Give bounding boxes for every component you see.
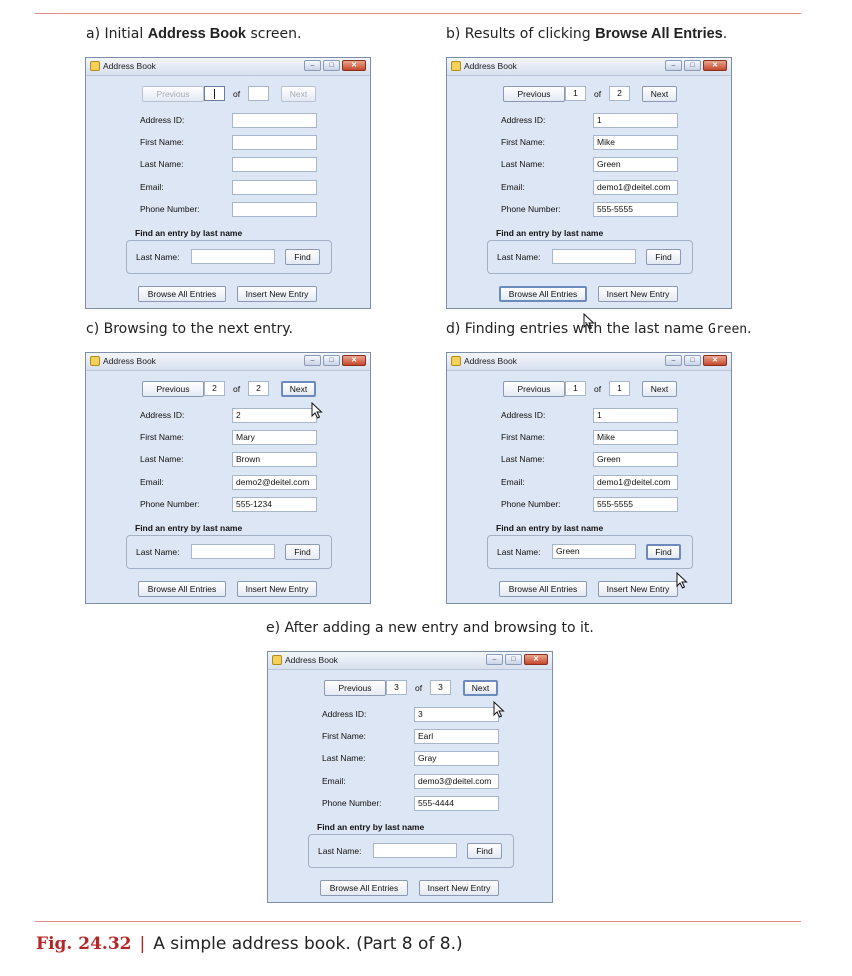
insert-new-entry-button[interactable]: Insert New Entry (598, 581, 678, 597)
caption-prefix: d) Finding entries with the last name (446, 321, 708, 337)
address-book-window (446, 57, 732, 309)
phone-number-label: Phone Number: (322, 798, 382, 808)
find-last-name-label: Last Name: (497, 547, 541, 557)
phone-number-field[interactable]: 555-5555 (593, 202, 678, 217)
of-label: of (233, 384, 241, 394)
java-cup-icon (451, 61, 461, 71)
window-title: Address Book (285, 655, 338, 665)
current-index-field[interactable] (565, 381, 586, 396)
browse-all-entries-button[interactable]: Browse All Entries (138, 581, 226, 597)
total-count-field (248, 381, 269, 396)
insert-new-entry-button[interactable]: Insert New Entry (237, 286, 317, 302)
phone-number-label: Phone Number: (501, 204, 561, 214)
find-last-name-input[interactable] (552, 249, 636, 264)
current-index-field[interactable] (565, 86, 586, 101)
figure-text: A simple address book. (Part 8 of 8.) (153, 934, 463, 954)
next-button[interactable]: Next (281, 381, 316, 397)
close-icon[interactable]: ✕ (703, 60, 727, 71)
address-id-field[interactable]: 2 (232, 408, 317, 423)
total-count-field (248, 86, 269, 101)
last-name-field[interactable]: Green (593, 157, 678, 172)
address-id-label: Address ID: (501, 115, 546, 125)
find-button[interactable]: Find (285, 544, 320, 560)
phone-number-field[interactable]: 555-1234 (232, 497, 317, 512)
minimize-icon[interactable]: – (304, 60, 321, 71)
address-id-field[interactable]: 1 (593, 408, 678, 423)
minimize-icon[interactable]: – (665, 60, 682, 71)
window-title: Address Book (103, 356, 156, 366)
caption-bold: Browse All Entries (595, 26, 723, 42)
address-id-label: Address ID: (140, 115, 185, 125)
window-title: Address Book (464, 356, 517, 366)
first-name-field[interactable]: Mary (232, 430, 317, 445)
total-count-value: 3 (438, 682, 443, 692)
maximize-icon[interactable]: □ (684, 355, 701, 366)
caption-prefix: e) After adding a new entry and browsing to it. (266, 620, 594, 636)
top-rule (35, 13, 801, 14)
of-label: of (415, 683, 423, 693)
minimize-icon[interactable]: – (665, 355, 682, 366)
first-name-label: First Name: (140, 432, 184, 442)
browse-all-entries-button[interactable]: Browse All Entries (499, 581, 587, 597)
find-last-name-label: Last Name: (497, 252, 541, 262)
caption-code: Green (708, 322, 748, 337)
window-controls (665, 355, 727, 367)
caption-prefix: c) Browsing to the next entry. (86, 321, 293, 337)
caption-suffix: screen. (246, 26, 302, 42)
phone-number-label: Phone Number: (140, 204, 200, 214)
current-index-value: 1 (573, 88, 578, 98)
previous-button[interactable]: Previous (324, 680, 386, 696)
of-label: of (594, 384, 602, 394)
last-name-field[interactable] (232, 157, 317, 172)
total-count-field (430, 680, 451, 695)
last-name-field[interactable]: Gray (414, 751, 499, 766)
total-count-value: 2 (256, 383, 261, 393)
find-group-title: Find an entry by last name (135, 228, 243, 238)
find-last-name-input[interactable] (191, 249, 275, 264)
find-last-name-label: Last Name: (136, 547, 180, 557)
address-id-field[interactable] (232, 113, 317, 128)
window-titlebar[interactable] (86, 353, 370, 371)
next-button[interactable]: Next (281, 86, 316, 102)
panel-caption (266, 620, 594, 636)
figure-separator: | (139, 934, 146, 954)
last-name-label: Last Name: (140, 159, 184, 169)
next-button[interactable]: Next (642, 86, 677, 102)
email-label: Email: (140, 477, 164, 487)
insert-new-entry-button[interactable]: Insert New Entry (237, 581, 317, 597)
browse-all-entries-button[interactable]: Browse All Entries (499, 286, 587, 302)
current-index-field[interactable] (204, 86, 225, 101)
next-button[interactable]: Next (463, 680, 498, 696)
window-titlebar[interactable] (447, 353, 731, 371)
first-name-field[interactable]: Mike (593, 430, 678, 445)
address-id-label: Address ID: (322, 709, 367, 719)
browse-all-entries-button[interactable]: Browse All Entries (138, 286, 226, 302)
email-field[interactable]: demo1@deitel.com (593, 475, 678, 490)
last-name-label: Last Name: (501, 454, 545, 464)
email-label: Email: (501, 477, 525, 487)
current-index-field[interactable] (386, 680, 407, 695)
phone-number-field[interactable] (232, 202, 317, 217)
find-button[interactable]: Find (285, 249, 320, 265)
close-icon[interactable]: ✕ (703, 355, 727, 366)
find-last-name-input[interactable] (373, 843, 457, 858)
java-cup-icon (451, 356, 461, 366)
total-count-value: 2 (617, 88, 622, 98)
find-button[interactable]: Find (646, 249, 681, 265)
address-id-label: Address ID: (501, 410, 546, 420)
find-last-name-input[interactable]: Green (552, 544, 636, 559)
phone-number-label: Phone Number: (501, 499, 561, 509)
email-label: Email: (140, 182, 164, 192)
first-name-label: First Name: (140, 137, 184, 147)
maximize-icon[interactable]: □ (323, 355, 340, 366)
previous-button[interactable]: Previous (142, 86, 204, 102)
previous-button[interactable]: Previous (503, 381, 565, 397)
current-index-value: 1 (573, 383, 578, 393)
total-count-value: 1 (617, 383, 622, 393)
address-id-field[interactable]: 3 (414, 707, 499, 722)
find-group-title: Find an entry by last name (317, 822, 425, 832)
email-label: Email: (501, 182, 525, 192)
last-name-label: Last Name: (140, 454, 184, 464)
figure-caption (36, 934, 463, 954)
find-group-title: Find an entry by last name (135, 523, 243, 533)
window-content (447, 76, 731, 309)
find-last-name-label: Last Name: (136, 252, 180, 262)
close-icon[interactable]: ✕ (524, 654, 548, 665)
text-caret (214, 89, 215, 99)
window-controls (665, 60, 727, 72)
address-id-label: Address ID: (140, 410, 185, 420)
email-label: Email: (322, 776, 346, 786)
window-title: Address Book (464, 61, 517, 71)
caption-suffix: . (722, 26, 728, 42)
window-titlebar[interactable] (268, 652, 552, 670)
current-index-value: 2 (212, 383, 217, 393)
maximize-icon[interactable]: □ (684, 60, 701, 71)
first-name-field[interactable] (232, 135, 317, 150)
last-name-label: Last Name: (322, 753, 366, 763)
email-field[interactable]: demo1@deitel.com (593, 180, 678, 195)
window-content (86, 371, 370, 604)
java-cup-icon (90, 61, 100, 71)
total-count-field (609, 381, 630, 396)
window-content (268, 670, 552, 903)
window-content (86, 76, 370, 309)
maximize-icon[interactable]: □ (505, 654, 522, 665)
phone-number-field[interactable]: 555-4444 (414, 796, 499, 811)
email-field[interactable] (232, 180, 317, 195)
phone-number-label: Phone Number: (140, 499, 200, 509)
of-label: of (594, 89, 602, 99)
email-field[interactable]: demo3@deitel.com (414, 774, 499, 789)
first-name-field[interactable]: Mike (593, 135, 678, 150)
next-button[interactable]: Next (642, 381, 677, 397)
first-name-label: First Name: (501, 137, 545, 147)
find-group-title: Find an entry by last name (496, 523, 604, 533)
caption-bold: Address Book (147, 26, 246, 42)
java-cup-icon (90, 356, 100, 366)
email-field[interactable]: demo2@deitel.com (232, 475, 317, 490)
window-controls (304, 60, 366, 72)
panel-caption (446, 321, 752, 337)
minimize-icon[interactable]: – (486, 654, 503, 665)
java-cup-icon (272, 655, 282, 665)
window-titlebar[interactable] (447, 58, 731, 76)
minimize-icon[interactable]: – (304, 355, 321, 366)
caption-prefix: b) Results of clicking (446, 26, 596, 42)
address-book-window (446, 352, 732, 604)
find-last-name-input[interactable] (191, 544, 275, 559)
close-icon[interactable]: ✕ (342, 60, 366, 71)
window-controls (486, 654, 548, 666)
address-book-window (85, 352, 371, 604)
panel-caption (446, 26, 727, 42)
current-index-value: 3 (394, 682, 399, 692)
window-title: Address Book (103, 61, 156, 71)
close-icon[interactable]: ✕ (342, 355, 366, 366)
insert-new-entry-button[interactable]: Insert New Entry (419, 880, 499, 896)
last-name-field[interactable]: Brown (232, 452, 317, 467)
panel-caption (86, 321, 293, 337)
find-last-name-label: Last Name: (318, 846, 362, 856)
first-name-label: First Name: (322, 731, 366, 741)
address-book-window (267, 651, 553, 903)
window-controls (304, 355, 366, 367)
browse-all-entries-button[interactable]: Browse All Entries (320, 880, 408, 896)
caption-suffix: . (747, 321, 752, 337)
first-name-label: First Name: (501, 432, 545, 442)
first-name-field[interactable]: Earl (414, 729, 499, 744)
find-button[interactable]: Find (467, 843, 502, 859)
window-content (447, 371, 731, 604)
last-name-label: Last Name: (501, 159, 545, 169)
current-index-field[interactable] (204, 381, 225, 396)
window-titlebar[interactable] (86, 58, 370, 76)
find-group-title: Find an entry by last name (496, 228, 604, 238)
panel-caption (86, 26, 301, 42)
figure-number: Fig. 24.32 (36, 934, 132, 954)
previous-button[interactable]: Previous (142, 381, 204, 397)
phone-number-field[interactable]: 555-5555 (593, 497, 678, 512)
maximize-icon[interactable]: □ (323, 60, 340, 71)
of-label: of (233, 89, 241, 99)
insert-new-entry-button[interactable]: Insert New Entry (598, 286, 678, 302)
address-id-field[interactable]: 1 (593, 113, 678, 128)
total-count-field (609, 86, 630, 101)
caption-prefix: a) Initial (86, 26, 148, 42)
bottom-rule (35, 921, 801, 922)
find-button[interactable]: Find (646, 544, 681, 560)
address-book-window (85, 57, 371, 309)
previous-button[interactable]: Previous (503, 86, 565, 102)
last-name-field[interactable]: Green (593, 452, 678, 467)
